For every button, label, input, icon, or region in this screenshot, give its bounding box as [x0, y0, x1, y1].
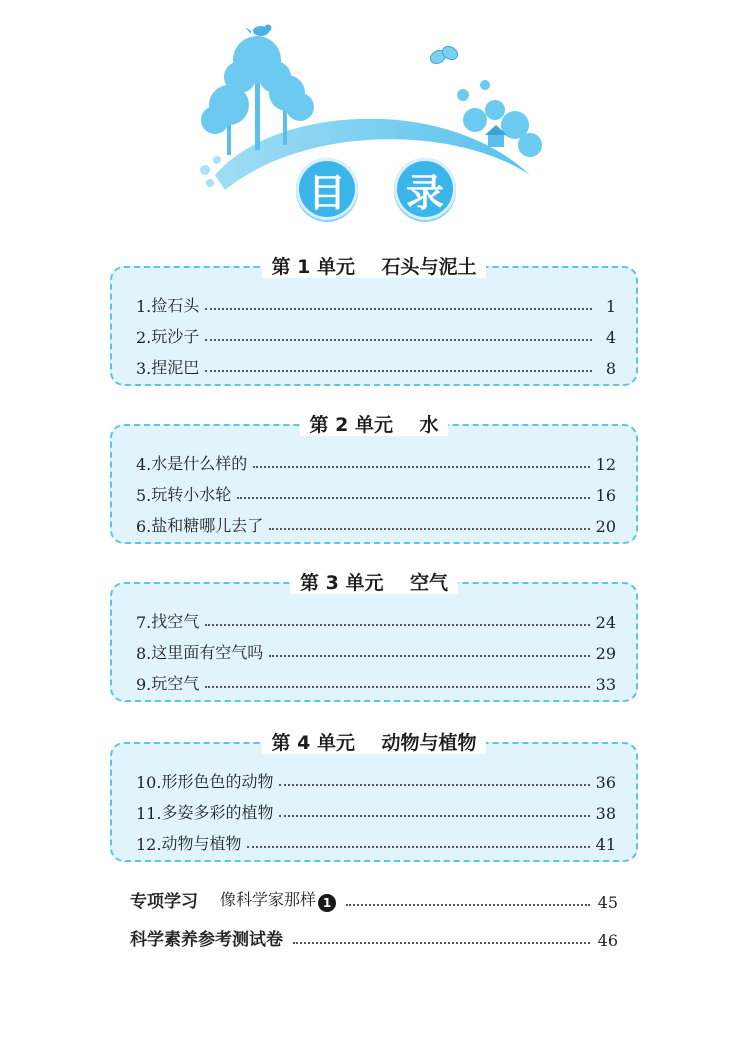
entry-name: 水是什么样的 [151, 454, 248, 473]
toc-entry[interactable] [136, 766, 616, 792]
leader-dots [205, 308, 592, 310]
unit-title: 第 2 单元 水 [110, 410, 638, 437]
unit-title: 第 1 单元 石头与泥土 [110, 252, 638, 279]
leader-dots [205, 370, 592, 372]
leader-dots [269, 528, 589, 530]
toc-title [0, 158, 750, 222]
entry-number: 3. [136, 359, 152, 378]
entry-number: 7. [136, 613, 152, 632]
entry-number: 10. [136, 773, 162, 792]
leader-dots [293, 942, 590, 944]
entry-number: 6. [136, 517, 152, 536]
unit-title: 第 3 单元 空气 [110, 568, 638, 595]
leader-dots [253, 466, 589, 468]
circled-number-icon: 1 [318, 894, 336, 912]
entry-number: 5. [136, 486, 152, 505]
entry-number: 11. [136, 804, 162, 823]
entry-page: 29 [595, 644, 616, 663]
entry-name: 捡石头 [151, 296, 200, 315]
entry-page: 38 [595, 804, 616, 823]
entry-name: 找空气 [151, 612, 200, 631]
leader-dots [205, 339, 592, 341]
toc-entry[interactable] [136, 479, 616, 505]
entry-name: 形形色色的动物 [161, 772, 274, 791]
leader-dots [205, 624, 589, 626]
leader-dots [205, 686, 589, 688]
toc-entry-test[interactable] [130, 924, 618, 950]
entry-number: 8. [136, 644, 152, 663]
entry-page: 4 [605, 328, 616, 347]
toc-entry[interactable] [136, 668, 616, 694]
leader-dots [269, 655, 589, 657]
entry-page: 12 [595, 455, 616, 474]
entry-name: 玩转小水轮 [151, 485, 232, 504]
leader-dots [346, 904, 590, 906]
title-char-1: 目 [296, 158, 358, 220]
toc-entry-special[interactable] [130, 886, 618, 912]
entry-name: 这里面有空气吗 [151, 643, 264, 662]
unit-box [110, 424, 638, 544]
entry-number: 12. [136, 835, 162, 854]
special-label: 专项学习 [130, 892, 198, 912]
entry-page: 24 [595, 613, 616, 632]
bird-icon [245, 25, 272, 37]
entry-page: 20 [595, 517, 616, 536]
leader-dots [237, 497, 589, 499]
unit-box [110, 582, 638, 702]
special-sub: 像科学家那样 1 [220, 887, 336, 912]
entry-name: 玩沙子 [151, 327, 200, 346]
entry-page: 45 [597, 893, 618, 912]
entry-number: 1. [136, 297, 152, 316]
entry-name: 动物与植物 [161, 834, 242, 853]
entry-page: 1 [605, 297, 616, 316]
toc-entry[interactable] [136, 290, 616, 316]
entry-page: 16 [595, 486, 616, 505]
toc-entry[interactable] [136, 321, 616, 347]
entry-page: 41 [595, 835, 616, 854]
leader-dots [279, 784, 589, 786]
butterfly-icon [428, 44, 460, 66]
entry-number: 9. [136, 675, 152, 694]
toc-entry[interactable] [136, 448, 616, 474]
entry-name: 捏泥巴 [151, 358, 200, 377]
unit-box [110, 266, 638, 386]
entry-page: 36 [595, 773, 616, 792]
toc-entry[interactable] [136, 606, 616, 632]
toc-entry[interactable] [136, 797, 616, 823]
leader-dots [247, 846, 589, 848]
test-label: 科学素养参考测试卷 [130, 930, 283, 950]
entry-name: 盐和糖哪儿去了 [151, 516, 264, 535]
entry-page: 46 [597, 931, 618, 950]
entry-name: 玩空气 [151, 674, 200, 693]
entry-name: 多姿多彩的植物 [161, 803, 274, 822]
entry-number: 2. [136, 328, 152, 347]
title-char-2: 录 [394, 158, 456, 220]
toc-entry[interactable] [136, 828, 616, 854]
toc-entry[interactable] [136, 510, 616, 536]
unit-title: 第 4 单元 动物与植物 [110, 728, 638, 755]
entry-page: 33 [595, 675, 616, 694]
leader-dots [279, 815, 589, 817]
toc-entry[interactable] [136, 352, 616, 378]
entry-page: 8 [605, 359, 616, 378]
unit-box [110, 742, 638, 862]
entry-number: 4. [136, 455, 152, 474]
toc-entry[interactable] [136, 637, 616, 663]
